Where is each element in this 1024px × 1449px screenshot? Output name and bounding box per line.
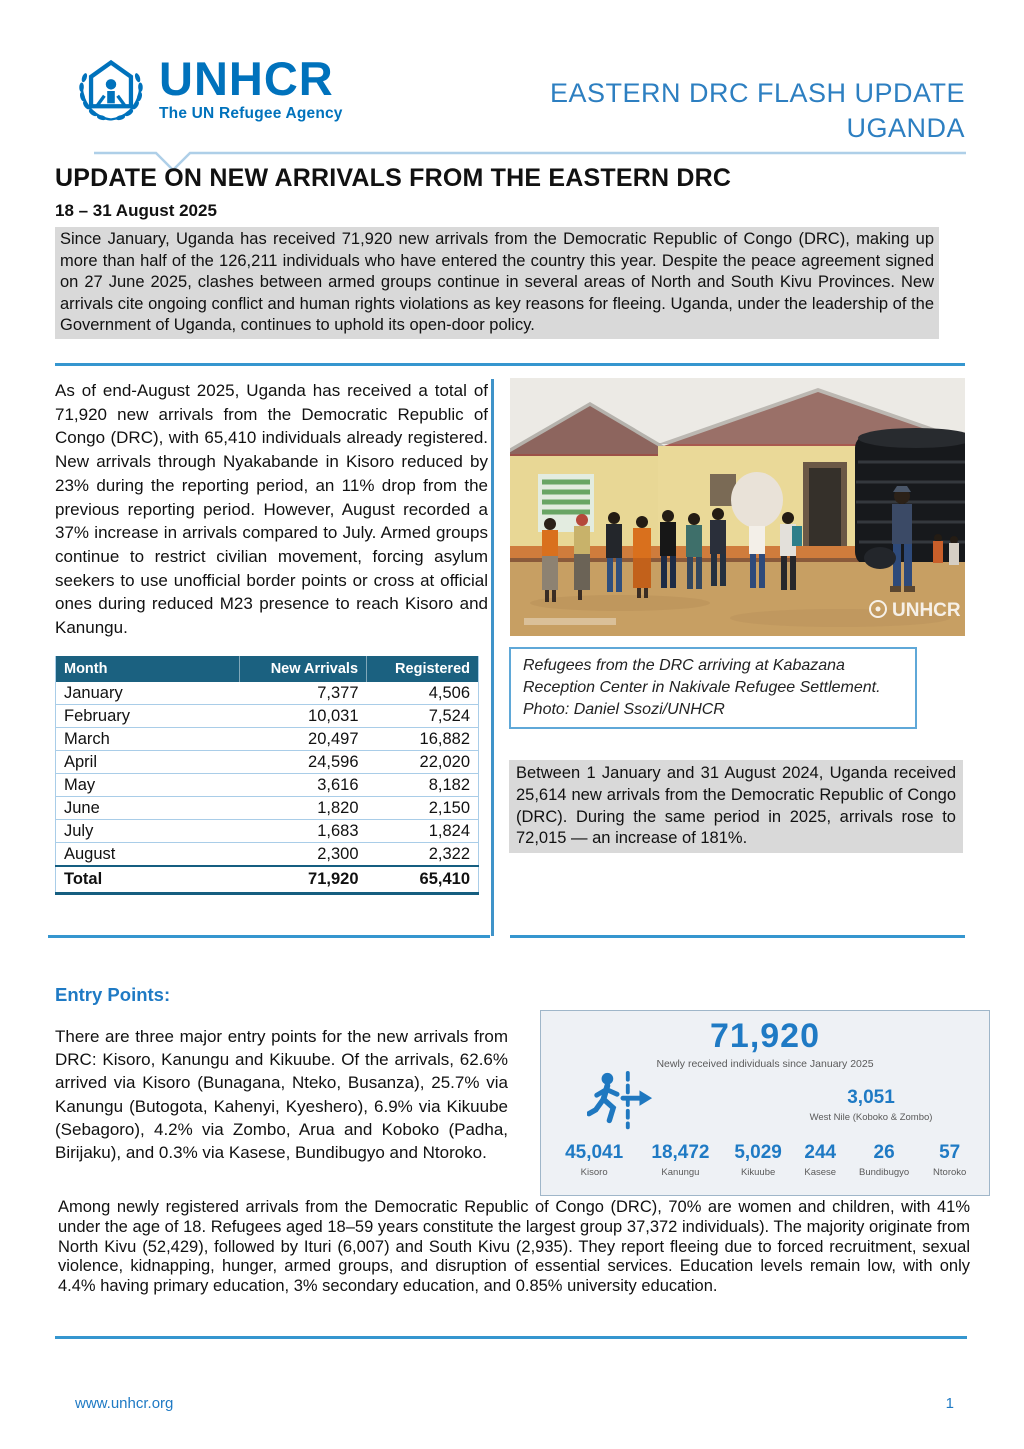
month-cell: April: [56, 751, 240, 774]
page-title: UPDATE ON NEW ARRIVALS FROM THE EASTERN DRC: [55, 164, 732, 192]
report-date-range: 18 – 31 August 2025: [55, 201, 217, 220]
table-row: [56, 751, 479, 774]
doc-title-line1: EASTERN DRC FLASH UPDATE: [549, 78, 965, 108]
situation-paragraph: As of end-August 2025, Uganda has received a total of 71,920 new arrivals from the Democratic Republic of Congo (DRC), with 65,410 individuals already registered. New arrivals through Nyakabande in Kisoro reduced by 23% during the reporting period, an 11% drop from the previous reporting period. However, August recorded a 37% increase in arrivals compared to July. Armed groups continue to restrict civilian movement, forcing asylum seekers to use unofficial border points or cross at official ones during reduced M23 presence to reach Kisoro and Kanungu.: [55, 381, 488, 638]
month-cell: June: [56, 797, 240, 820]
registered-cell: 16,882: [367, 728, 479, 751]
entry-points-paragraph: There are three major entry points for the new arrivals from DRC: Kisoro, Kanungu and Kikuube. Of the arrivals, 62.6% arrived via Kisoro (Bunagana, Nteko, Busanza), 25.7% via Kanungu (Butogota, Kahenyi, Kyeshero), 6.9% via Kikuube (Sebagoro), 4.2% via Zombo, Arua and Koboko (Padha, Birijaku), and 0.3% via Kasese, Bundibugyo and Ntoroko.: [55, 1027, 508, 1163]
registered-cell: 2,322: [367, 843, 479, 867]
table-row: [56, 820, 479, 843]
total-new-arrivals-cell: 71,920: [240, 866, 367, 894]
stat-kasese: 244 Kasese: [804, 1142, 837, 1178]
intro-divider: [55, 363, 965, 366]
west-nile-value: 3,051: [847, 1087, 895, 1108]
registered-cell: 22,020: [367, 751, 479, 774]
month-cell: March: [56, 728, 240, 751]
new-arrivals-cell: 24,596: [240, 751, 367, 774]
refugee-crossing-icon: [587, 1069, 655, 1137]
logo-tagline: The UN Refugee Agency: [159, 105, 343, 122]
registered-cell: 1,824: [367, 820, 479, 843]
registered-cell: 2,150: [367, 797, 479, 820]
table-total-row: [56, 866, 479, 894]
footer-divider: [55, 1336, 967, 1339]
new-arrivals-cell: 10,031: [240, 705, 367, 728]
total-arrivals-value: 71,920: [710, 1017, 820, 1055]
west-nile-label: West Nile (Koboko & Zombo): [809, 1112, 933, 1123]
doc-title-line2: UGANDA: [846, 113, 965, 143]
column-divider: [491, 379, 494, 936]
col-header-registered: Registered: [367, 656, 479, 682]
col-header-month: Month: [56, 656, 240, 682]
total-label-cell: Total: [56, 866, 240, 894]
new-arrivals-cell: 7,377: [240, 682, 367, 705]
month-cell: January: [56, 682, 240, 705]
arrivals-stats-box: [540, 1010, 990, 1196]
photo: [510, 378, 965, 636]
page-number: 1: [945, 1395, 954, 1412]
month-cell: May: [56, 774, 240, 797]
section-divider-left: [48, 935, 490, 938]
section-divider-right: [510, 935, 965, 938]
unhcr-logo: [73, 53, 343, 129]
footer-url-link[interactable]: www.unhcr.org: [75, 1395, 174, 1412]
doc-title: [550, 76, 965, 146]
refugees-photo-illustration: [510, 378, 965, 636]
new-arrivals-cell: 1,820: [240, 797, 367, 820]
registered-cell: 4,506: [367, 682, 479, 705]
stat-kikuube: 5,029 Kikuube: [734, 1142, 782, 1178]
comparison-highlight-paragraph: Between 1 January and 31 August 2024, Uganda received 25,614 new arrivals from the Democratic Republic of Congo (DRC). During the same period in 2025, arrivals rose to 72,015 — an increase of 181%.: [509, 760, 963, 853]
svg-text:UNHCR: UNHCR: [892, 600, 961, 621]
registered-cell: 8,182: [367, 774, 479, 797]
registered-cell: 7,524: [367, 705, 479, 728]
total-registered-cell: 65,410: [367, 866, 479, 894]
table-header-row: [56, 656, 479, 682]
month-cell: July: [56, 820, 240, 843]
total-arrivals-label: Newly received individuals since January 2025: [656, 1058, 874, 1070]
stat-kanungu: 18,472 Kanungu: [651, 1142, 710, 1178]
table-row: [56, 728, 479, 751]
new-arrivals-cell: 3,616: [240, 774, 367, 797]
intro-highlight-paragraph: Since January, Uganda has received 71,920 new arrivals from the Democratic Republic of Congo (DRC), making up more than half of the 126,211 individuals who have entered the country this year. Despite the peace agreement signed on 27 June 2025, clashes between armed groups continue in several areas of North and South Kivu Provinces. New arrivals cite ongoing conflict and human rights violations as key reasons for fleeing. Uganda, under the leadership of the Government of Uganda, continues to uphold its open-door policy.: [55, 227, 939, 339]
table-row: [56, 774, 479, 797]
monthly-arrivals-table: [55, 656, 479, 895]
new-arrivals-cell: 20,497: [240, 728, 367, 751]
table-row: [56, 682, 479, 705]
stat-ntoroko: 57 Ntoroko: [933, 1142, 967, 1178]
unhcr-emblem-icon: [73, 53, 149, 129]
logo-wordmark: UNHCR: [159, 52, 334, 105]
demographics-paragraph: Among newly registered arrivals from the Democratic Republic of Congo (DRC), 70% are women and children, with 41% under the age of 18. Refugees aged 18–59 years constitute the largest group 37,372 individuals). The majority originate from North Kivu (52,429), followed by Ituri (6,007) and South Kivu (2,935). They report fleeing due to forced recruitment, sexual violence, kidnapping, hunger, armed groups, and disruption of essential services. Education levels remain low, with only 4.4% having primary education, 3% secondary education, and 0.85% university education.: [58, 1198, 970, 1296]
stat-kisoro: 45,041 Kisoro: [565, 1142, 624, 1178]
table-row: [56, 797, 479, 820]
month-cell: February: [56, 705, 240, 728]
logo-text: [159, 52, 343, 123]
entry-point-stats-row: [551, 1142, 979, 1178]
table-row: [56, 843, 479, 867]
entry-points-heading: Entry Points:: [55, 984, 171, 1005]
col-header-new-arrivals: New Arrivals: [240, 656, 367, 682]
new-arrivals-cell: 1,683: [240, 820, 367, 843]
photo-caption: Refugees from the DRC arriving at Kabazana Reception Center in Nakivale Refugee Settlement. Photo: Daniel Ssozi/UNHCR: [509, 647, 917, 729]
month-cell: August: [56, 843, 240, 867]
new-arrivals-cell: 2,300: [240, 843, 367, 867]
table-row: [56, 705, 479, 728]
stat-bundibugyo: 26 Bundibugyo: [858, 1142, 910, 1178]
west-nile-stat: [773, 1087, 969, 1123]
